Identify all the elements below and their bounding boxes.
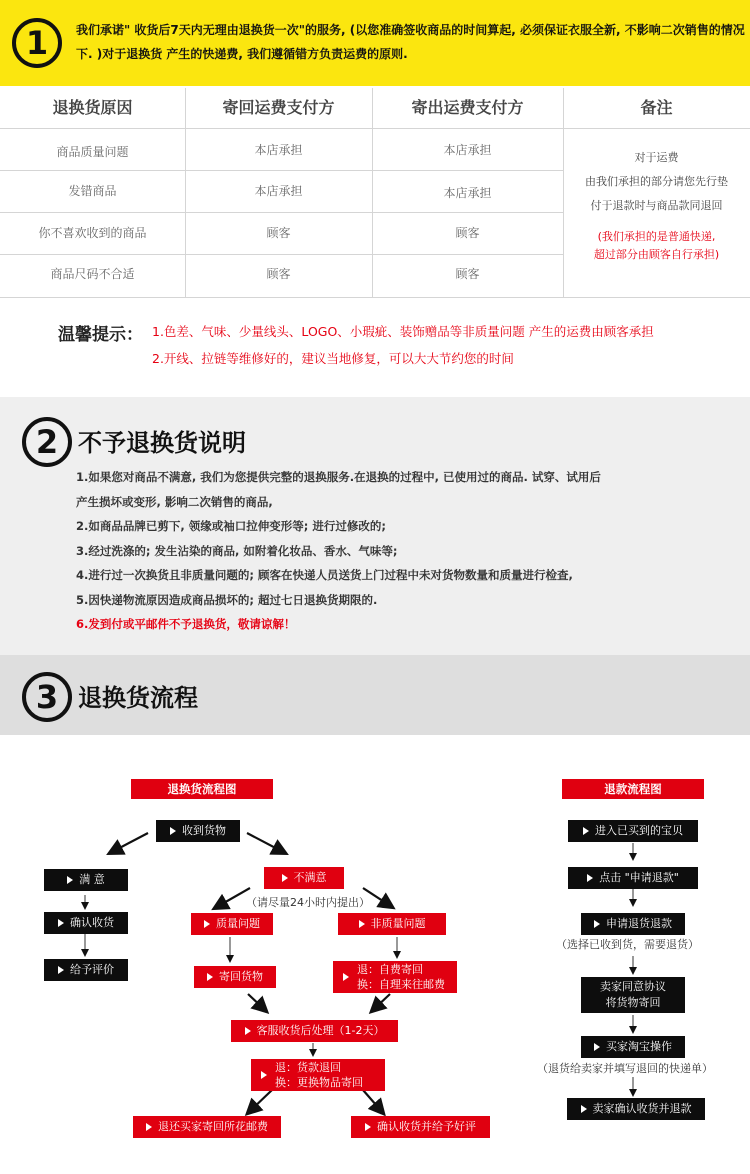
arrow-to-quality (215, 888, 250, 908)
step-label: 确认收货 (70, 916, 114, 929)
remark-line: 付于退款时与商品款同退回 (590, 199, 723, 212)
arrow-to-unsatisfied (247, 833, 285, 853)
step-label: 收到货物 (182, 824, 226, 837)
step-label: 点击 "申请退款" (599, 871, 679, 884)
step-label: 申请退货退款 (606, 917, 672, 930)
remark-red-line: (我们承担的是普通快递, (597, 230, 716, 243)
bullet-icon (207, 973, 213, 981)
step-label: 卖家确认收货并退款 (592, 1102, 692, 1115)
list-item: 3.经过洗涤的; 发生沾染的商品, 如附着化妆品、香水、气味等; (76, 543, 398, 558)
remark-note (563, 146, 750, 264)
row4-outbound: 顾客 (455, 267, 480, 281)
step-label: 退还买家寄回所花邮费 (158, 1120, 268, 1133)
bullet-icon (587, 874, 593, 882)
bullet-icon (67, 876, 73, 884)
bullet-icon (245, 1027, 251, 1035)
step-label: 进入已买到的宝贝 (595, 824, 683, 837)
step-non-quality (338, 913, 446, 935)
section3-number: 3 (22, 672, 72, 722)
step-label: 客服收货后处理（1-2天） (256, 1024, 385, 1037)
bullet-icon (261, 1071, 267, 1079)
section1-banner (0, 0, 750, 86)
bullet-icon (594, 920, 600, 928)
row4-return: 顾客 (266, 267, 291, 281)
step-line: 将货物寄回 (605, 996, 661, 1009)
bullet-icon (594, 1043, 600, 1051)
step-label: 确认收货并给予好评 (377, 1120, 476, 1133)
refund-step-3-note: （选择已收到货，需要退货） (556, 938, 699, 951)
table-divider (0, 128, 750, 129)
step-satisfied (44, 869, 128, 891)
header-outbound-shipping: 寄出运费支付方 (411, 98, 524, 117)
bullet-icon (365, 1123, 371, 1131)
step-unsatisfied (264, 867, 344, 889)
table-divider (0, 254, 563, 255)
refund-step-5-note: （退货给卖家并填写退回的快递单） (537, 1062, 713, 1075)
refund-step-1 (568, 820, 698, 842)
remark-red-line: 超过部分由顾客自行承担) (593, 248, 720, 261)
arrow-to-confirm-praise (363, 1090, 383, 1113)
step-quality (191, 913, 273, 935)
row2-return: 本店承担 (254, 184, 303, 198)
list-item: 2.如商品品牌已剪下, 领缘或袖口拉伸变形等; 进行过修改的; (76, 519, 386, 533)
bullet-icon (583, 827, 589, 835)
table-divider (0, 170, 563, 171)
step-label: 满 意 (79, 873, 105, 886)
section2-title: 不予退换货说明 (78, 429, 246, 457)
step-line: 卖家同意协议 (600, 980, 666, 993)
header-return-shipping: 寄回运费支付方 (222, 98, 335, 117)
section2-number: 2 (22, 417, 72, 467)
table-divider (0, 212, 563, 213)
bullet-icon (581, 1105, 587, 1113)
bullet-icon (343, 973, 349, 981)
no-return-list (76, 465, 736, 637)
bullet-icon (204, 920, 210, 928)
flowchart-area (0, 735, 750, 1174)
row1-outbound: 本店承担 (443, 143, 492, 157)
bullet-icon (282, 874, 288, 882)
step-refund-postage (133, 1116, 281, 1138)
step-cs-process (231, 1020, 398, 1042)
step-label: 买家淘宝操作 (606, 1040, 672, 1053)
exchange-flow-title: 退换货流程图 (131, 779, 273, 799)
row4-reason: 商品尺码不合适 (50, 267, 135, 281)
step-result (251, 1059, 385, 1091)
step-received (156, 820, 240, 842)
list-item-warning: 6.发到付或平邮件不予退换货，敬请谅解！ (76, 617, 296, 631)
tip-2: 2.开线、拉链等维修好的，建议当地修复，可以大大节约您的时间 (152, 351, 514, 366)
bullet-icon (146, 1123, 152, 1131)
step-review (44, 959, 128, 981)
arrow-to-refund-postage (248, 1090, 272, 1113)
arrow-nonquality-merge (372, 994, 390, 1011)
refund-step-3 (581, 913, 685, 935)
list-item: 5.因快递物流原因造成商品损坏的; 超过七日退换货期限的. (76, 592, 378, 607)
list-item: 产生损坏或变形, 影响二次销售的商品, (76, 494, 273, 509)
list-item: 1.如果您对商品不满意, 我们为您提供完整的退换服务.在退换的过程中, 已使用过的商品. 试穿、试用后 (76, 470, 601, 484)
row1-reason: 商品质量问题 (56, 145, 129, 159)
row3-outbound: 顾客 (455, 226, 480, 240)
bullet-icon (359, 920, 365, 928)
arrow-to-satisfied (110, 833, 148, 853)
step-send-back (194, 966, 276, 988)
section3-header (0, 655, 750, 735)
section1-number: 1 (12, 18, 62, 68)
refund-step-2 (568, 867, 698, 889)
table-divider (0, 297, 750, 298)
bullet-icon (58, 966, 64, 974)
row2-reason: 发错商品 (68, 184, 117, 198)
refund-step-6 (567, 1098, 705, 1120)
return-policy-table (0, 88, 750, 298)
refund-step-5 (581, 1036, 685, 1058)
detail-line: 退：自费寄回 (357, 963, 423, 976)
promise-text: 我们承诺" 收货后7天内无理由退换货一次"的服务, (以您准确签收商品的时间算起, 必须保证衣服全新, 不影响二次销售的情况下. )对于退换货 产生的快递费, 我们遵循错方负责运费的原则. (76, 23, 745, 61)
detail-line: 换：自理来往邮费 (357, 978, 445, 991)
section2-no-return (0, 397, 750, 655)
result-line: 退：货款退回 (275, 1061, 341, 1074)
step-label: 寄回货物 (219, 970, 263, 983)
result-line: 换：更换物品寄回 (275, 1076, 363, 1089)
step-label: 不满意 (293, 871, 327, 884)
remark-line: 由我们承担的部分请您先行垫 (585, 175, 728, 188)
header-remark: 备注 (640, 98, 673, 117)
step-label: 质量问题 (216, 917, 260, 930)
step-confirm (44, 912, 128, 934)
row1-return: 本店承担 (254, 143, 303, 157)
refund-flow-title: 退款流程图 (562, 779, 704, 799)
within-24h-note: （请尽量24小时内提出） (246, 896, 370, 909)
header-reason: 退换货原因 (52, 98, 133, 117)
step-label: 非质量问题 (370, 917, 426, 930)
refund-step-4 (581, 977, 685, 1013)
step-non-quality-detail (333, 961, 457, 993)
bullet-icon (58, 919, 64, 927)
list-item: 4.进行过一次换货且非质量问题的; 顾客在快递人员送货上门过程中未对货物数量和质量进行检查, (76, 568, 573, 582)
row3-return: 顾客 (266, 226, 291, 240)
arrow-quality-merge (248, 994, 266, 1011)
bullet-icon (170, 827, 176, 835)
section3-title: 退换货流程 (78, 684, 198, 712)
step-confirm-praise (351, 1116, 490, 1138)
row3-reason: 你不喜欢收到的商品 (38, 226, 147, 240)
step-label: 给予评价 (70, 963, 114, 976)
tips-title: 温馨提示： (58, 325, 143, 345)
tip-1: 1.色差、气味、少量线头、LOGO、小瑕疵、装饰赠品等非质量问题 产生的运费由顾客承担 (152, 324, 654, 339)
remark-line: 对于运费 (634, 151, 679, 164)
row2-outbound: 本店承担 (443, 186, 492, 200)
